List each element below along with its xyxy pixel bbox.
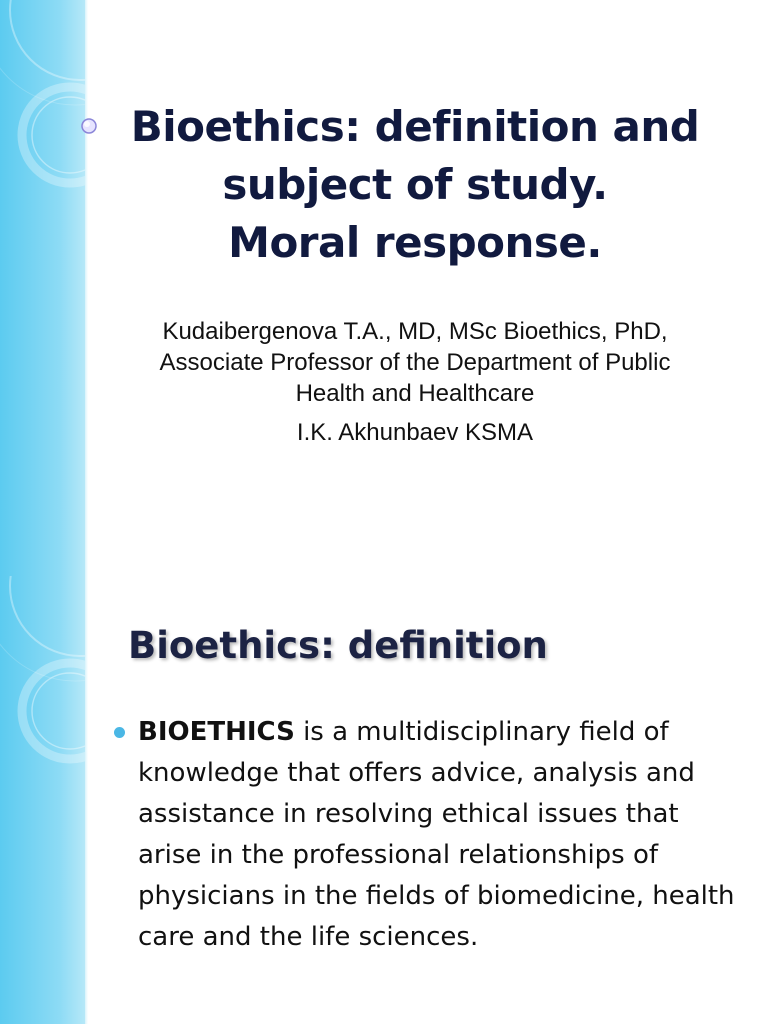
decorative-rings-graphic (0, 576, 85, 1024)
decor-ring-top (10, 0, 85, 80)
disc-bullet-icon (114, 727, 125, 738)
title-line: subject of study. (222, 160, 608, 209)
definition-text: is a multidisciplinary field of knowledge that offers advice, analysis and assistance in resolving ethical issues that arise in the professional relationships of physicians in the fields of biomedicine, health care and the life sciences. (138, 717, 735, 952)
institution-text: I.K. Akhunbaev KSMA (296, 419, 534, 446)
slide-heading: Bioethics: definition (128, 624, 548, 667)
decor-ring-inner (32, 97, 85, 173)
author-line: Health and Healthcare (295, 380, 535, 407)
circle-bullet-icon (80, 117, 98, 135)
decor-ring-inner (32, 673, 85, 749)
band-edge (85, 0, 88, 576)
decorative-side-band (0, 0, 85, 576)
decorative-side-band (0, 576, 85, 1024)
slide-title (110, 98, 720, 272)
title-line: Moral response. (228, 218, 602, 267)
author-text (110, 316, 720, 409)
author-block (110, 316, 720, 448)
list-item (106, 712, 746, 958)
bullet-list (106, 712, 746, 958)
title-line: Bioethics: definition and (130, 102, 700, 151)
decor-ring-top (10, 576, 85, 656)
band-edge (85, 576, 88, 1024)
term-bioethics: BIOETHICS (138, 717, 295, 747)
author-line: Kudaibergenova T.A., MD, MSc Bioethics, PhD, (162, 318, 668, 345)
author-line: Associate Professor of the Department of Public (159, 349, 671, 376)
decorative-rings-graphic (0, 0, 85, 576)
